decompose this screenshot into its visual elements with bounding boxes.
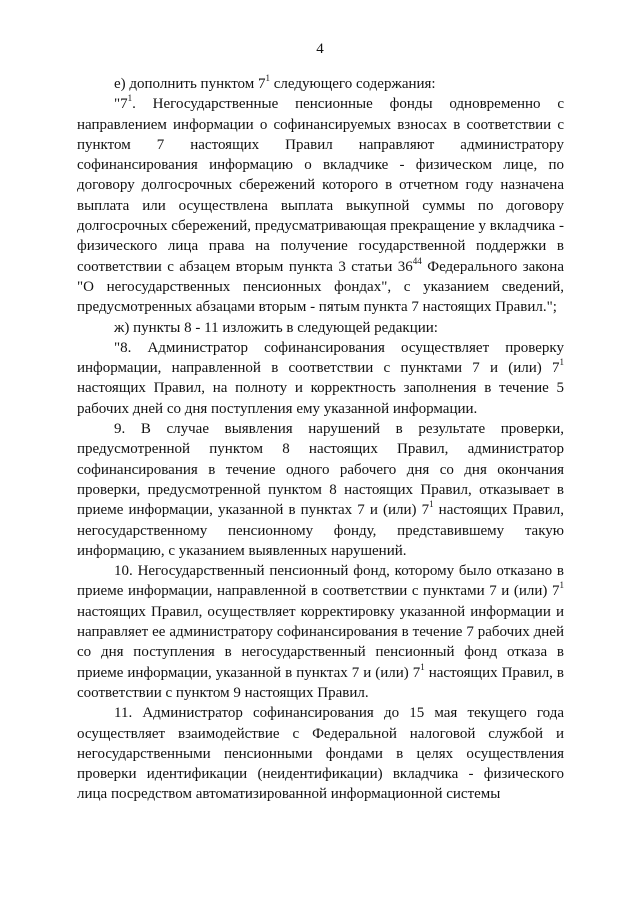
superscript-index: 1 (420, 661, 425, 672)
text-run: . Негосударственные пенсионные фонды одновременно с направлением информации о софинансируемых взносах в соответствии с пунктом 7 настоящих Правил направляют администратору софинансирования информацию о вкладчике - физическом лице, по договору долгосрочных сбережений которого в отчетном году назначена выплата или осуществлена выплата выкупной суммы по договору долгосрочных сбережений, предусматривающая прекращение у вкладчика - физического лица права на получение государственной поддержки в соответствии с абзацем вторым пункта 3 статьи 36 (77, 96, 564, 275)
superscript-index: 1 (559, 580, 564, 591)
text-run: настоящих Правил, в соответствии с пунктом 9 настоящих Правил. (77, 664, 564, 701)
text-run: ж) пункты 8 - 11 изложить в следующей редакции: (114, 319, 438, 336)
page-number: 4 (316, 41, 324, 57)
text-run: настоящих Правил, осуществляет корректировку указанной информации и направляет ее администратору софинансирования в течение 7 рабочих дней со дня поступления в негосударственный пенсионный фонд отказа в приеме информации, указанной в пунктах 7 и (или) 7 (77, 603, 564, 681)
text-run: 11. Администратор софинансирования до 15 мая текущего года осуществляет взаимодействие с Федеральной налоговой службой и негосударственными пенсионными фондами в целях осуществления проверки идентификации (неидентификации) вкладчика - физического лица посредством автоматизированной информационной системы (77, 705, 564, 803)
text-run: настоящих Правил, негосударственному пенсионному фонду, представившему такую информацию, с указанием выявленных нарушений. (77, 502, 564, 559)
text-run: "8. Администратор софинансирования осуществляет проверку информации, направленной в соответствии с пунктами 7 и (или) 7 (77, 339, 564, 377)
text-run: настоящих Правил, на полноту и корректность заполнения в течение 5 рабочих дней со дня поступления ему указанной информации. (77, 380, 564, 417)
superscript-index: 1 (127, 93, 133, 104)
text-run: е) дополнить пунктом 7 (114, 76, 266, 92)
text-run: следующего содержания: (270, 76, 436, 92)
paragraph-amendment-zh (77, 318, 564, 338)
superscript-index: 44 (412, 255, 422, 266)
paragraph-amendment-e (77, 74, 564, 94)
superscript-index: 1 (429, 499, 434, 510)
text-run: "7 (114, 96, 128, 113)
superscript-index: 1 (559, 357, 564, 368)
document-body (77, 74, 564, 805)
text-run: 9. В случае выявления нарушений в результате проверки, предусмотренной пунктом 8 настоящих Правил, администратор софинансирования в течение одного рабочего дня со дня окончания проверки, предусмотренной пунктом 8 настоящих Правил, отказывает в приеме информации, указанной в пунктах 7 и (или) 7 (77, 421, 564, 519)
paragraph-clause-7-1 (77, 94, 564, 317)
text-run: 10. Негосударственный пенсионный фонд, которому было отказано в приеме информации, направленной в соответствии с пунктами 7 и (или) 7 (77, 563, 564, 600)
paragraph-clause-8 (77, 338, 564, 419)
superscript-index: 1 (265, 73, 271, 83)
text-run: Федерального закона "О негосударственных пенсионных фондах", с указанием сведений, предусмотренных абзацами вторым - пятым пункта 7 настоящих Правил."; (77, 258, 564, 316)
paragraph-clause-10 (77, 561, 564, 703)
paragraph-clause-11 (77, 703, 564, 804)
paragraph-clause-9 (77, 419, 564, 561)
